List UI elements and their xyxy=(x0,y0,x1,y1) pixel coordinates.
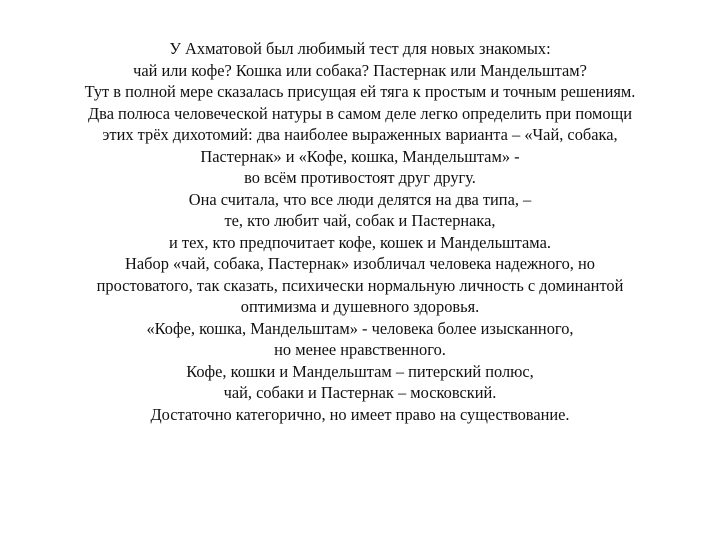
text-line: «Кофе, кошка, Мандельштам» - человека более изысканного, xyxy=(146,318,574,338)
text-line: Она считала, что все люди делятся на два типа, – xyxy=(188,189,532,209)
text-block xyxy=(10,38,710,425)
text-line: и тех, кто предпочитает кофе, кошек и Мандельштама. xyxy=(169,232,551,252)
text-line: этих трёх дихотомий: два наиболее выраженных варианта – «Чай, собака, xyxy=(102,125,618,144)
text-line: У Ахматовой был любимый тест для новых знакомых: xyxy=(169,39,551,58)
text-line: Набор «чай, собака, Пастернак» изобличал человека надежного, но xyxy=(125,254,595,273)
text-line: но менее нравственного. xyxy=(274,340,446,359)
text-line: простоватого, так сказать, психически нормальную личность с доминантой xyxy=(96,275,624,295)
text-line: чай, собаки и Пастернак – московский. xyxy=(223,383,497,402)
text-line: чай или кофе? Кошка или собака? Пастернак или Мандельштам? xyxy=(133,60,587,80)
text-line: Кофе, кошки и Мандельштам – питерский полюс, xyxy=(186,361,534,381)
text-line: оптимизма и душевного здоровья. xyxy=(240,297,480,316)
text-line: те, кто любит чай, собак и Пастернака, xyxy=(224,211,496,230)
text-line: Пастернак» и «Кофе, кошка, Мандельштам» - xyxy=(200,146,520,166)
text-line: Достаточно категорично, но имеет право на существование. xyxy=(150,404,570,424)
text-line: Тут в полной мере сказалась присущая ей тяга к простым и точным решениям. xyxy=(84,82,636,101)
text-line: Два полюса человеческой натуры в самом деле легко определить при помощи xyxy=(87,103,633,123)
text-line: во всём противостоят друг другу. xyxy=(244,168,476,187)
